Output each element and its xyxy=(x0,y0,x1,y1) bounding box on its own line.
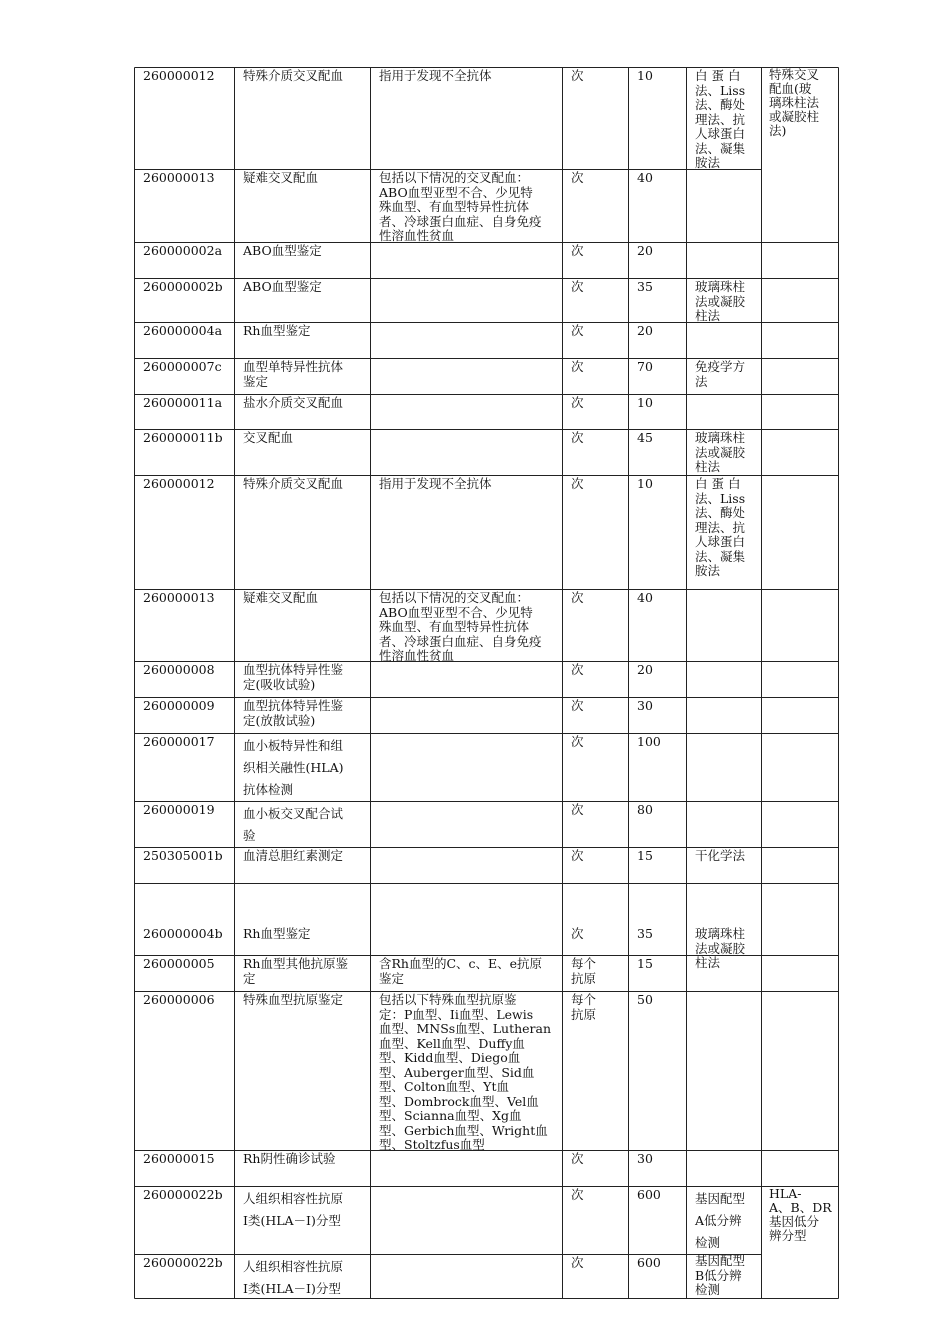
item-name: 特殊血型抗原鉴定 xyxy=(243,992,344,1007)
item-unit: 次 xyxy=(571,323,584,338)
item-code: 260000006 xyxy=(143,992,215,1007)
item-name: 血型单特异性抗体 鉴定 xyxy=(243,359,344,389)
item-code: 260000012 xyxy=(143,476,215,491)
item-price: 20 xyxy=(637,662,653,677)
item-method: 基因配型 A低分辨 检测 xyxy=(695,1191,746,1250)
item-price: 40 xyxy=(637,170,653,185)
item-unit: 次 xyxy=(571,698,584,713)
item-code: 250305001b xyxy=(143,848,223,863)
item-price: 35 xyxy=(637,926,653,941)
item-name: 人组织相容性抗原 I类(HLA－I)分型 xyxy=(243,1191,344,1228)
item-content xyxy=(379,927,559,954)
item-method xyxy=(695,735,758,800)
item-code: 260000007c xyxy=(143,359,222,374)
item-method xyxy=(695,993,758,1149)
item-method: 玻璃珠柱 法或凝胶 柱法 xyxy=(695,279,746,323)
item-name: 盐水介质交叉配血 xyxy=(243,395,344,410)
item-unit: 次 xyxy=(571,170,584,185)
item-price: 600 xyxy=(637,1255,661,1270)
item-code: 260000022b xyxy=(143,1255,223,1270)
item-price: 10 xyxy=(637,68,653,83)
item-method: 玻璃珠柱 法或凝胶 柱法 xyxy=(695,926,746,970)
item-content xyxy=(379,699,559,732)
item-content xyxy=(379,735,559,800)
item-price: 10 xyxy=(637,476,653,491)
item-code: 260000019 xyxy=(143,802,215,817)
item-price: 70 xyxy=(637,359,653,374)
item-unit: 次 xyxy=(571,68,584,83)
item-price: 20 xyxy=(637,323,653,338)
item-code: 260000002b xyxy=(143,279,223,294)
item-unit: 次 xyxy=(571,1151,584,1166)
item-code: 260000017 xyxy=(143,734,215,749)
item-price: 50 xyxy=(637,992,653,1007)
item-code: 260000002a xyxy=(143,243,223,258)
item-code: 260000011a xyxy=(143,395,223,410)
item-name: 人组织相容性抗原 I类(HLA－I)分型 xyxy=(243,1259,344,1296)
item-content: 包括以下情况的交叉配血： ABO血型亚型不合、少见特 殊血型、有血型特异性抗体 者、冷球蛋白血症、自身免疫 性溶血性贫血 xyxy=(379,170,542,243)
item-content xyxy=(379,244,559,277)
item-content xyxy=(379,431,559,474)
item-name: 疑难交叉配血 xyxy=(243,590,319,605)
item-code: 260000013 xyxy=(143,590,215,605)
item-note: 特殊交叉 配血(玻 璃珠柱法 或凝胶柱 法) xyxy=(769,67,820,138)
fee-schedule-table xyxy=(134,67,839,1299)
item-name: 血小板交叉配合试 验 xyxy=(243,806,344,843)
item-content: 指用于发现不全抗体 xyxy=(379,476,492,491)
item-note: HLA- A、B、DR 基因低分 辨分型 xyxy=(769,1186,832,1243)
item-name: 血型抗体特异性鉴 定(放散试验) xyxy=(243,698,344,728)
item-code: 260000011b xyxy=(143,430,223,445)
item-method: 白 蛋 白 法、Liss 法、酶处 理法、抗 人球蛋白 法、凝集 胺法 xyxy=(695,476,746,578)
item-price: 20 xyxy=(637,243,653,258)
item-price: 30 xyxy=(637,698,653,713)
item-method xyxy=(695,1152,758,1185)
item-content xyxy=(379,1256,559,1298)
item-method xyxy=(695,699,758,732)
item-content xyxy=(379,360,559,393)
item-content: 含Rh血型的C、c、E、e抗原 鉴定 xyxy=(379,956,543,986)
item-unit: 次 xyxy=(571,243,584,258)
item-unit: 次 xyxy=(571,662,584,677)
item-method xyxy=(695,803,758,846)
item-name: Rh血型其他抗原鉴 定 xyxy=(243,956,348,986)
item-method xyxy=(695,244,758,277)
item-content: 包括以下特殊血型抗原鉴 定：P血型、Ii血型、Lewis 血型、MNSs血型、Lutheran 血型、Kell血型、Duffy血 型、Kidd血型、Diego血 型、Auberger血型、Sid血 型、Colton血型、Yt血 型、Dombrock血型、Vel血 型、Scianna血型、Xg血 型、Gerbich血型、Wright血 型、Stoltzfus血型 xyxy=(379,992,552,1152)
item-price: 100 xyxy=(637,734,661,749)
item-unit: 次 xyxy=(571,848,584,863)
item-unit: 次 xyxy=(571,1187,584,1202)
item-content xyxy=(379,803,559,846)
item-name: Rh血型鉴定 xyxy=(243,323,311,338)
item-method: 干化学法 xyxy=(695,848,746,863)
item-unit: 次 xyxy=(571,430,584,445)
item-code: 260000004b xyxy=(143,926,223,941)
item-name: Rh阴性确诊试验 xyxy=(243,1151,336,1166)
item-unit: 每个 抗原 xyxy=(571,992,597,1022)
item-method xyxy=(695,396,758,428)
item-code: 260000004a xyxy=(143,323,223,338)
item-content xyxy=(379,1152,559,1185)
item-method: 基因配型 B低分辨 检测 xyxy=(695,1253,746,1297)
item-price: 600 xyxy=(637,1187,661,1202)
item-content xyxy=(379,280,559,321)
item-content xyxy=(379,396,559,428)
item-method xyxy=(695,957,758,990)
item-unit: 次 xyxy=(571,279,584,294)
item-price: 40 xyxy=(637,590,653,605)
item-method xyxy=(695,171,758,241)
item-price: 80 xyxy=(637,802,653,817)
item-name: 血小板特异性和组 织相关融性(HLA) 抗体检测 xyxy=(243,738,344,797)
item-name: 特殊介质交叉配血 xyxy=(243,68,344,83)
item-unit: 次 xyxy=(571,590,584,605)
item-unit: 次 xyxy=(571,734,584,749)
item-content xyxy=(379,1188,559,1253)
item-code: 260000009 xyxy=(143,698,215,713)
item-price: 15 xyxy=(637,956,653,971)
item-content: 指用于发现不全抗体 xyxy=(379,68,492,83)
item-content xyxy=(379,663,559,696)
item-method: 玻璃珠柱 法或凝胶 柱法 xyxy=(695,430,746,474)
item-content xyxy=(379,849,559,882)
item-code: 260000005 xyxy=(143,956,215,971)
item-name: 特殊介质交叉配血 xyxy=(243,476,344,491)
item-price: 15 xyxy=(637,848,653,863)
item-price: 35 xyxy=(637,279,653,294)
item-method: 免疫学方 法 xyxy=(695,359,746,389)
item-code: 260000012 xyxy=(143,68,215,83)
item-method xyxy=(695,663,758,696)
item-method xyxy=(695,591,758,660)
item-name: 血型抗体特异性鉴 定(吸收试验) xyxy=(243,662,344,692)
item-code: 260000022b xyxy=(143,1187,223,1202)
item-price: 45 xyxy=(637,430,653,445)
item-content xyxy=(379,324,559,357)
item-unit: 次 xyxy=(571,395,584,410)
item-method: 白 蛋 白 法、Liss 法、酶处 理法、抗 人球蛋白 法、凝集 胺法 xyxy=(695,68,746,170)
item-name: ABO血型鉴定 xyxy=(243,243,322,258)
item-code: 260000008 xyxy=(143,662,215,677)
item-name: Rh血型鉴定 xyxy=(243,926,311,941)
item-content: 包括以下情况的交叉配血： ABO血型亚型不合、少见特 殊血型、有血型特异性抗体 者、冷球蛋白血症、自身免疫 性溶血性贫血 xyxy=(379,590,542,663)
item-unit: 次 xyxy=(571,1255,584,1270)
item-price: 10 xyxy=(637,395,653,410)
item-method xyxy=(695,324,758,357)
item-unit: 次 xyxy=(571,926,584,941)
item-unit: 次 xyxy=(571,802,584,817)
item-name: 血清总胆红素测定 xyxy=(243,848,344,863)
item-unit: 每个 抗原 xyxy=(571,956,597,986)
item-unit: 次 xyxy=(571,359,584,374)
item-name: 疑难交叉配血 xyxy=(243,170,319,185)
item-name: ABO血型鉴定 xyxy=(243,279,322,294)
item-code: 260000013 xyxy=(143,170,215,185)
item-unit: 次 xyxy=(571,476,584,491)
item-name: 交叉配血 xyxy=(243,430,294,445)
item-price: 30 xyxy=(637,1151,653,1166)
item-code: 260000015 xyxy=(143,1151,215,1166)
